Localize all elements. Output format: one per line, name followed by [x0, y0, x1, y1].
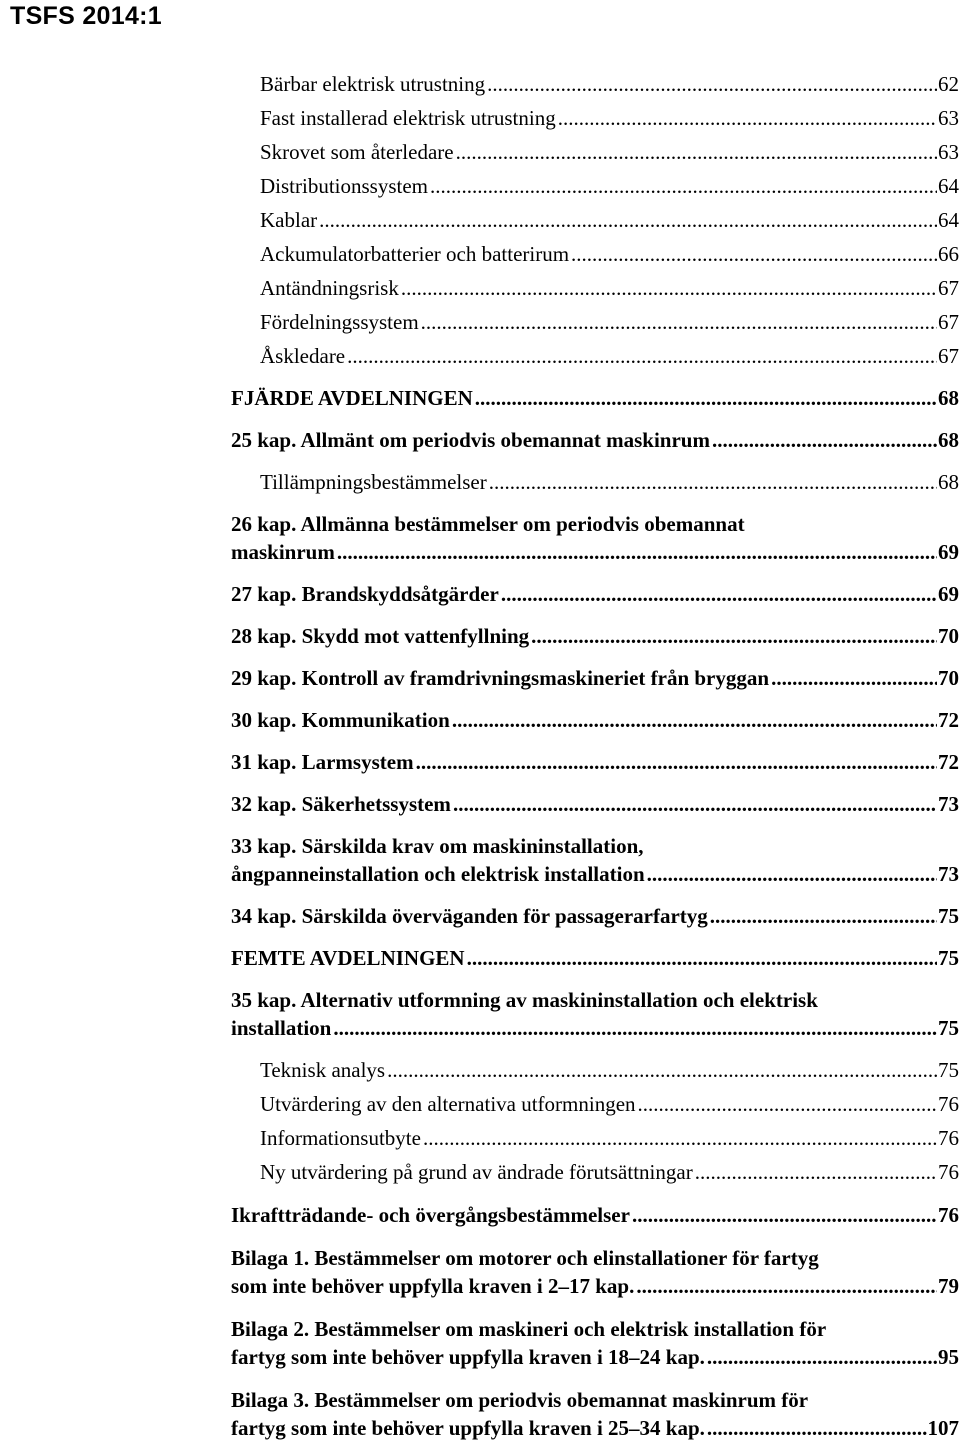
toc-entry-title: Informationsutbyte [260, 1126, 421, 1150]
toc-entry-title-line1: Bilaga 1. Bestämmelser om motorer och elinstallationer för fartyg [231, 1246, 819, 1270]
toc-page-number: 69 [938, 582, 959, 606]
toc-entry-title: Skrovet som återledare [260, 140, 454, 164]
dot-leader [401, 274, 937, 302]
toc-entry-title: Tillämpningsbestämmelser [260, 470, 487, 494]
toc-entry-title: 27 kap. Brandskyddsåtgärder [231, 582, 499, 606]
toc-page-number: 68 [938, 470, 959, 494]
toc-entry-title-line1: 35 kap. Alternativ utformning av maskininstallation och elektrisk [231, 988, 818, 1012]
toc-entry[interactable] [231, 172, 959, 200]
toc-page-number: 73 [938, 862, 959, 886]
toc-entry-title: Distributionssystem [260, 174, 429, 198]
dot-leader [636, 1272, 937, 1300]
toc-entry-title: installation [231, 1016, 332, 1040]
toc-entry-title-line1: Bilaga 3. Bestämmelser om periodvis obemannat maskinrum för [231, 1388, 809, 1412]
toc-entry[interactable] [231, 902, 959, 930]
toc-entry[interactable] [231, 1056, 959, 1084]
toc-page-number: 63 [938, 140, 959, 164]
toc-entry[interactable] [231, 1090, 959, 1118]
toc-page-number: 76 [938, 1160, 959, 1184]
toc-entry-title: Antändningsrisk [260, 276, 399, 300]
toc-entry-title: Utvärdering av den alternativa utformningen [260, 1092, 636, 1116]
dot-leader [423, 1124, 937, 1152]
toc-entry-title: Fördelningssystem [260, 310, 419, 334]
toc-entry[interactable] [231, 70, 959, 98]
toc-page-number: 67 [938, 276, 959, 300]
dot-leader [333, 1014, 937, 1042]
toc-entry[interactable] [231, 342, 959, 370]
toc-page-number: 75 [938, 904, 959, 928]
dot-leader [489, 468, 937, 496]
toc-entry[interactable] [231, 1244, 959, 1300]
toc-entry-title: 34 kap. Särskilda överväganden för passagerarfartyg [231, 904, 708, 928]
toc-entry-title: FJÄRDE AVDELNINGEN [231, 386, 473, 410]
dot-leader [467, 944, 937, 972]
dot-leader [647, 860, 937, 888]
toc-entry-title: fartyg som inte behöver uppfylla kraven i 18–24 kap. [231, 1345, 705, 1369]
toc-page-number: 76 [938, 1203, 959, 1227]
toc-entry[interactable] [231, 426, 959, 454]
dot-leader [712, 426, 937, 454]
toc-entry[interactable] [231, 664, 959, 692]
toc-entry[interactable] [231, 274, 959, 302]
toc-entry-title: 32 kap. Säkerhetssystem [231, 792, 451, 816]
dot-leader [337, 538, 937, 566]
toc-page-number: 67 [938, 310, 959, 334]
dot-leader [710, 902, 937, 930]
toc-entry-title: fartyg som inte behöver uppfylla kraven i 25–34 kap. [231, 1416, 705, 1440]
dot-leader [707, 1343, 937, 1371]
toc-entry-title: 31 kap. Larmsystem [231, 750, 414, 774]
toc-page-number: 73 [938, 792, 959, 816]
toc-entry[interactable] [231, 308, 959, 336]
toc-entry-title: 30 kap. Kommunikation [231, 708, 450, 732]
dot-leader [421, 308, 937, 336]
toc-entry[interactable] [231, 206, 959, 234]
dot-leader [416, 748, 937, 776]
toc-entry[interactable] [231, 138, 959, 166]
toc-page-number: 68 [938, 428, 959, 452]
table-of-contents [231, 70, 959, 1442]
toc-entry-title-line1: Bilaga 2. Bestämmelser om maskineri och elektrisk installation för [231, 1317, 827, 1341]
toc-entry-title: Teknisk analys [260, 1058, 386, 1082]
dot-leader [456, 138, 937, 166]
dot-leader [453, 790, 937, 818]
toc-entry-title: Fast installerad elektrisk utrustning [260, 106, 556, 130]
dot-leader [501, 580, 937, 608]
dot-leader [571, 240, 937, 268]
toc-entry-title: 28 kap. Skydd mot vattenfyllning [231, 624, 530, 648]
toc-entry[interactable] [231, 748, 959, 776]
toc-page-number: 95 [938, 1345, 959, 1369]
toc-entry[interactable] [231, 790, 959, 818]
toc-page-number: 64 [938, 174, 959, 198]
toc-page-number: 75 [938, 946, 959, 970]
toc-page-number: 70 [938, 666, 959, 690]
toc-entry[interactable] [231, 706, 959, 734]
toc-page-number: 76 [938, 1126, 959, 1150]
toc-page-number: 76 [938, 1092, 959, 1116]
toc-page-number: 64 [938, 208, 959, 232]
toc-entry-title: maskinrum [231, 540, 335, 564]
toc-page-number: 79 [938, 1274, 959, 1298]
toc-entry[interactable] [231, 1124, 959, 1152]
toc-entry-title: FEMTE AVDELNINGEN [231, 946, 465, 970]
toc-entry[interactable] [231, 104, 959, 132]
toc-entry[interactable] [231, 1315, 959, 1371]
dot-leader [771, 664, 937, 692]
dot-leader [695, 1158, 937, 1186]
dot-leader [558, 104, 937, 132]
toc-page-number: 75 [938, 1058, 959, 1082]
toc-entry-title: som inte behöver uppfylla kraven i 2–17 kap. [231, 1274, 635, 1298]
toc-entry[interactable] [231, 944, 959, 972]
toc-page-number: 72 [938, 708, 959, 732]
toc-entry-title-line1: 33 kap. Särskilda krav om maskininstallation, [231, 834, 644, 858]
toc-entry-title: Åskledare [260, 344, 346, 368]
toc-page-number: 69 [938, 540, 959, 564]
dot-leader [319, 206, 937, 234]
toc-page-number: 67 [938, 344, 959, 368]
dot-leader [707, 1414, 927, 1442]
toc-entry[interactable] [231, 1201, 959, 1229]
toc-page-number: 70 [938, 624, 959, 648]
dot-leader [487, 70, 937, 98]
toc-page-number: 75 [938, 1016, 959, 1040]
dot-leader [452, 706, 937, 734]
toc-entry[interactable] [231, 832, 959, 888]
toc-entry[interactable] [231, 384, 959, 412]
dot-leader [347, 342, 937, 370]
toc-entry[interactable] [231, 468, 959, 496]
toc-entry-title: 29 kap. Kontroll av framdrivningsmaskineriet från bryggan [231, 666, 770, 690]
dot-leader [387, 1056, 937, 1084]
dot-leader [632, 1201, 937, 1229]
toc-entry-title-line1: 26 kap. Allmänna bestämmelser om periodvis obemannat [231, 512, 745, 536]
toc-entry-title: Bärbar elektrisk utrustning [260, 72, 486, 96]
toc-entry-title: ångpanneinstallation och elektrisk installation [231, 862, 645, 886]
toc-entry-title: Ny utvärdering på grund av ändrade förutsättningar [260, 1160, 693, 1184]
toc-page-number: 62 [938, 72, 959, 96]
toc-entry[interactable] [231, 240, 959, 268]
dot-leader [475, 384, 937, 412]
toc-entry[interactable] [231, 986, 959, 1042]
toc-entry[interactable] [231, 1386, 959, 1442]
toc-entry[interactable] [231, 580, 959, 608]
toc-entry[interactable] [231, 622, 959, 650]
toc-page-number: 72 [938, 750, 959, 774]
toc-entry[interactable] [231, 510, 959, 566]
toc-page-number: 66 [938, 242, 959, 266]
toc-entry-title: Ikraftträdande- och övergångsbestämmelser [231, 1203, 630, 1227]
toc-page-number: 63 [938, 106, 959, 130]
toc-entry-title: 25 kap. Allmänt om periodvis obemannat maskinrum [231, 428, 710, 452]
toc-page-number: 68 [938, 386, 959, 410]
toc-page-number: 107 [927, 1416, 959, 1440]
document-id-header: TSFS 2014:1 [10, 2, 162, 30]
dot-leader [531, 622, 937, 650]
dot-leader [638, 1090, 937, 1118]
toc-entry[interactable] [231, 1158, 959, 1186]
toc-entry-title: Ackumulatorbatterier och batterirum [260, 242, 570, 266]
dot-leader [430, 172, 937, 200]
toc-entry-title: Kablar [260, 208, 318, 232]
